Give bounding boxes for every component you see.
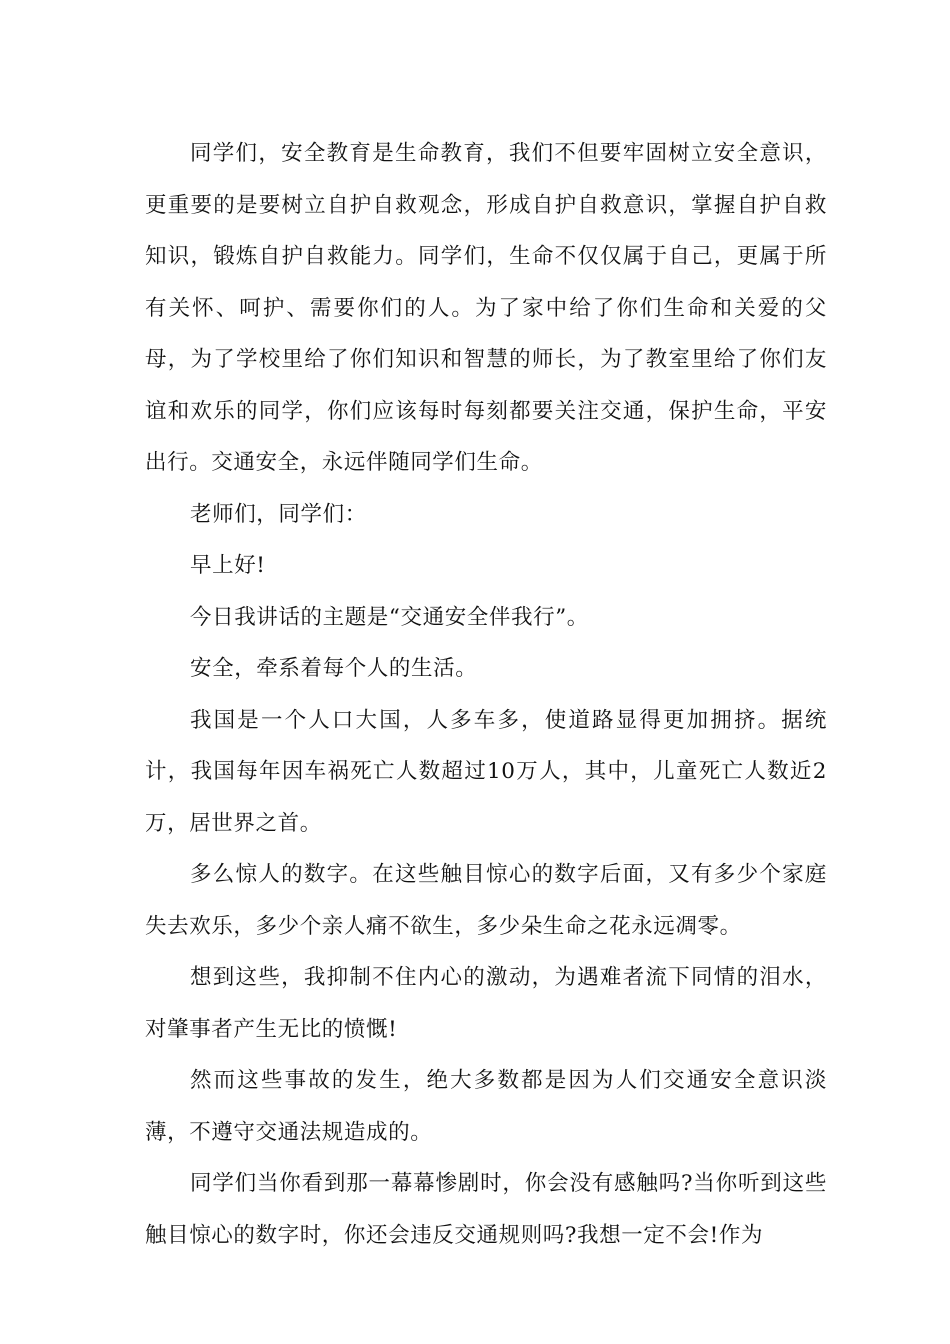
paragraph-statistics: 我国是一个人口大国，人多车多，使道路显得更加拥挤。据统计，我国每年因车祸死亡人数超过10万人，其中，儿童死亡人数近2万，居世界之首。	[145, 707, 827, 836]
paragraph-safety-life: 安全，牵系着每个人的生活。	[190, 656, 478, 681]
paragraph-question: 同学们当你看到那一幕幕惨剧时，你会没有感触吗?当你听到这些触目惊心的数字时，你还会违反交通规则吗?我想一定不会!作为	[145, 1171, 827, 1248]
paragraph-safety-education: 同学们，安全教育是生命教育，我们不但要牢固树立安全意识，更重要的是要树立自护自救观念，形成自护自救意识，掌握自护自救知识，锻炼自护自救能力。同学们，生命不仅仅属于自己，更属于所有关怀、呵护、需要你们的人。为了家中给了你们生命和关爱的父母，为了学校里给了你们知识和智慧的师长，为了教室里给了你们友谊和欢乐的同学，你们应该每时每刻都要关注交通，保护生命，平安出行。交通安全，永远伴随同学们生命。	[145, 141, 827, 475]
document-body	[145, 128, 827, 1261]
paragraph-greeting-audience: 老师们，同学们：	[190, 501, 367, 527]
paragraph-shocking-numbers: 多么惊人的数字。在这些触目惊心的数字后面，又有多少个家庭失去欢乐，多少个亲人痛不欲生，多少朵生命之花永远凋零。	[145, 862, 827, 939]
paragraph-good-morning: 早上好!	[190, 553, 266, 578]
paragraph-emotion: 想到这些，我抑制不住内心的激动，为遇难者流下同情的泪水，对肇事者产生无比的愤慨!	[145, 965, 827, 1042]
paragraph-cause: 然而这些事故的发生，绝大多数都是因为人们交通安全意识淡薄，不遵守交通法规造成的。	[145, 1068, 827, 1145]
paragraph-speech-topic: 今日我讲话的主题是“交通安全伴我行”。	[190, 604, 589, 630]
